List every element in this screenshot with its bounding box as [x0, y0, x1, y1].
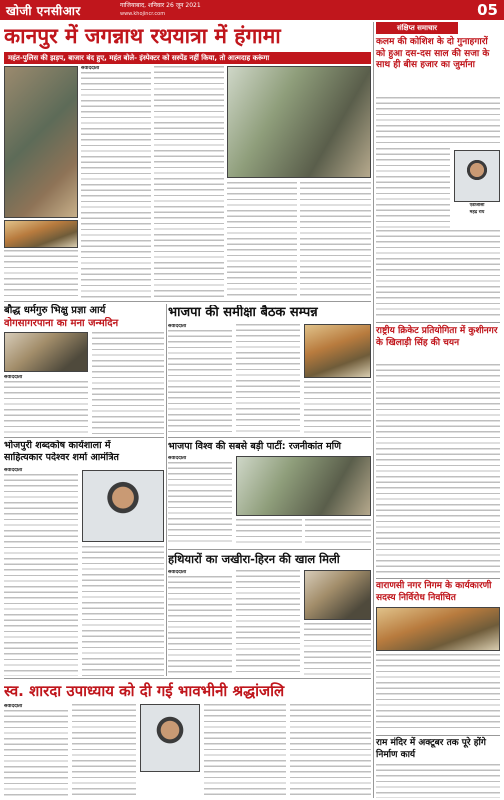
- divider: [4, 301, 371, 302]
- story3-text-col1: [168, 324, 232, 434]
- story3-text-col3: [304, 381, 371, 434]
- lead-photo-crowd: [4, 66, 78, 218]
- story3-headline: भाजपा की समीक्षा बैठक सम्पन्न: [168, 305, 318, 320]
- story5-dateline: संवाददाता: [168, 456, 187, 461]
- lead-subhead: महंत-पुलिस की झड़प, बाजार बंद हुए, महंत बोले- इंस्पेक्टर को सस्पेंड नहीं किया, तो आत्मदाह करूंगा: [4, 52, 371, 64]
- lead-text-col2: [81, 66, 151, 298]
- page-number: 05: [477, 1, 498, 19]
- story7-headline: स्व. शारदा उपाध्याय को दी गई भावभीनी श्रद्धांजलि: [4, 682, 285, 700]
- masthead: [0, 0, 504, 20]
- story4-portrait: [82, 470, 164, 542]
- story7-text-col4: [290, 704, 371, 796]
- paper-name: खोजी एनसीआर: [6, 4, 81, 18]
- story3-dateline: संवाददाता: [168, 324, 187, 329]
- story5-text-col3: [305, 519, 371, 546]
- story6-text-col3: [304, 623, 371, 676]
- right-text-1c: [376, 230, 500, 318]
- story6-text-col1: [168, 570, 232, 676]
- story2-headline: बौद्ध धर्मगुरु भिक्षु प्रज्ञा आर्य: [4, 305, 106, 316]
- story4-headline: भोजपुरी शब्दकोष कार्यशाला में: [4, 440, 111, 451]
- divider: [376, 735, 500, 736]
- divider: [4, 678, 371, 679]
- story7-portrait: [140, 704, 200, 772]
- lead-headline: कानपुर में जगन्नाथ रथयात्रा में हंगामा: [4, 24, 281, 48]
- story5-photo: [236, 456, 371, 516]
- lead-text-col1: [4, 250, 78, 298]
- story2-text-col1: [4, 375, 88, 435]
- website: www.khojincr.com: [120, 11, 166, 17]
- story6-headline: हथियारों का जखीरा-हिरन की खाल मिली: [168, 552, 340, 566]
- story5-text-col2: [236, 519, 302, 546]
- story6-dateline: संवाददाता: [168, 570, 187, 575]
- divider: [376, 578, 500, 579]
- divider: [168, 549, 371, 550]
- right-headline-4: राम मंदिर में अक्टूबर तक पूरे होंगे निर्माण कार्य: [376, 738, 486, 760]
- story6-photo: [304, 570, 371, 620]
- story2-dateline: संवाददाता: [4, 375, 23, 380]
- story2-photo: [4, 332, 88, 372]
- story7-dateline: संवाददाता: [4, 704, 23, 709]
- story4-text-col1: [4, 468, 78, 676]
- section-label: संक्षिप्त समाचार: [376, 22, 458, 34]
- divider: [4, 437, 164, 438]
- right-headline-2: राष्ट्रीय क्रिकेट प्रतियोगिता में कुशीनगर के खिलाड़ी सिंह की चयन: [376, 326, 498, 348]
- lead-photo-temple: [227, 66, 371, 178]
- story5-text-col1: [168, 456, 232, 546]
- story7-text-col2: [72, 704, 136, 796]
- lead-text-col4: [227, 182, 297, 298]
- divider: [168, 437, 371, 438]
- divider: [376, 322, 500, 323]
- lead-photo-procession: [4, 220, 78, 248]
- story7-text-col3: [204, 704, 286, 796]
- story2-headline-line2: वोगसागरपाना का मना जन्मदिन: [4, 318, 119, 329]
- right-text-4: [376, 764, 500, 798]
- right-text-1a: [376, 97, 500, 145]
- right-text-3: [376, 654, 500, 732]
- story6-text-col2: [236, 570, 300, 676]
- lead-text-col3: [154, 66, 224, 298]
- right-text-2: [376, 364, 500, 574]
- right-headline-3: वाराणसी नगर निगम के कार्यकारणी सदस्य निर्विरोध निर्वाचित: [376, 581, 492, 603]
- right-portrait: [454, 150, 500, 202]
- divider-vertical: [166, 304, 167, 676]
- story4-text-col2: [82, 546, 164, 676]
- divider-vertical: [373, 22, 374, 798]
- story3-text-col2: [236, 324, 300, 434]
- story4-headline-line2: साहित्यकार पदेश्वर शर्मा आमंत्रित: [4, 452, 119, 463]
- portrait-caption: एडीजीसी: [469, 203, 485, 208]
- story3-photo: [304, 324, 371, 378]
- story5-headline: भाजपा विश्व की सबसे बड़ी पार्टी: रजनीकांत मणि: [168, 441, 342, 452]
- right-photo-3: [376, 607, 500, 651]
- story2-text-col2: [92, 332, 164, 435]
- story7-text-col1: [4, 704, 68, 796]
- issue-date: गाजियाबाद, शनिवार 26 जून 2021: [120, 2, 201, 9]
- right-headline-1: कलम की कोशिश के दो गुनाहगारों को हुआ दस-दस साल की सजा के साथ ही बीस हजार का जुर्माना: [376, 37, 490, 70]
- portrait-caption-line2: महेंद्र राय: [469, 210, 485, 215]
- right-text-1b: [376, 148, 450, 228]
- lead-text-col5: [300, 182, 371, 298]
- lead-dateline: संवाददाता: [81, 66, 100, 71]
- story4-dateline: संवाददाता: [4, 468, 23, 473]
